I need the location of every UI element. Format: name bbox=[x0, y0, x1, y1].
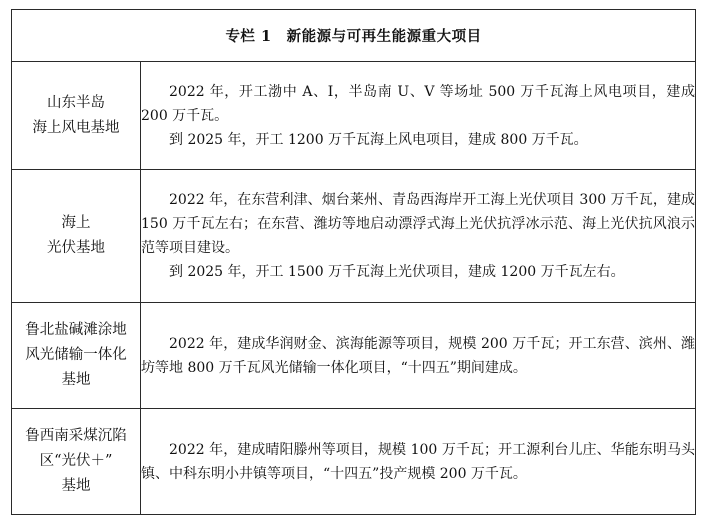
row-label-line: 光伏基地 bbox=[47, 240, 105, 256]
row-label-line: 基地 bbox=[61, 372, 91, 388]
row-label-line: 区“光伏＋” bbox=[39, 453, 113, 469]
row-label-line: 鲁西南采煤沉陷 bbox=[25, 428, 127, 444]
row-label-line: 海上 bbox=[61, 215, 91, 231]
table-title: 专栏 1 新能源与可再生能源重大项目 bbox=[12, 10, 696, 62]
content-paragraph: 2022 年，建成华润财金、滨海能源等项目，规模 200 万千瓦；开工东营、滨州、潍坊等地 800 万千瓦风光储输一体化项目，“十四五”期间建成。 bbox=[141, 335, 696, 376]
row-content bbox=[141, 409, 696, 515]
table-row bbox=[12, 170, 696, 303]
row-label-lubei-saline bbox=[12, 303, 141, 409]
row-content bbox=[141, 303, 696, 409]
table-title-row bbox=[12, 10, 696, 62]
row-label-shandong-offshore-wind bbox=[12, 62, 141, 170]
table-row bbox=[12, 62, 696, 170]
row-content bbox=[141, 62, 696, 170]
table-row bbox=[12, 303, 696, 409]
row-label-line: 鲁北盐碱滩涂地 bbox=[25, 322, 127, 338]
row-label-line: 风光储输一体化 bbox=[25, 347, 127, 363]
content-paragraph: 到 2025 年，开工 1200 万千瓦海上风电项目，建成 800 万千瓦。 bbox=[169, 131, 588, 148]
projects-table bbox=[11, 9, 696, 515]
content-paragraph: 到 2025 年，开工 1500 万千瓦海上光伏项目，建成 1200 万千瓦左右。 bbox=[169, 264, 625, 280]
row-label-line: 海上风电基地 bbox=[32, 119, 120, 136]
content-paragraph: 2022 年，在东营利津、烟台莱州、青岛西海岸开工海上光伏项目 300 万千瓦，建成 150 万千瓦左右；在东营、潍坊等地启动漂浮式海上光伏抗浮冰示范、海上光伏抗风浪示范等项目建设。 bbox=[141, 192, 696, 256]
row-label-line: 基地 bbox=[61, 478, 91, 494]
content-paragraph: 2022 年，开工渤中 A、I，半岛南 U、V 等场址 500 万千瓦海上风电项目，建成 200 万千瓦。 bbox=[141, 83, 696, 124]
content-paragraph: 2022 年，建成晴阳滕州等项目，规模 100 万千瓦；开工源利台儿庄、华能东明马头镇、中科东明小井镇等项目，“十四五”投产规模 200 万千瓦。 bbox=[141, 441, 696, 482]
row-label-line: 山东半岛 bbox=[47, 94, 105, 111]
row-label-offshore-pv bbox=[12, 170, 141, 303]
row-label-luxinan-subsidence bbox=[12, 409, 141, 515]
row-content bbox=[141, 170, 696, 303]
table-row bbox=[12, 409, 696, 515]
